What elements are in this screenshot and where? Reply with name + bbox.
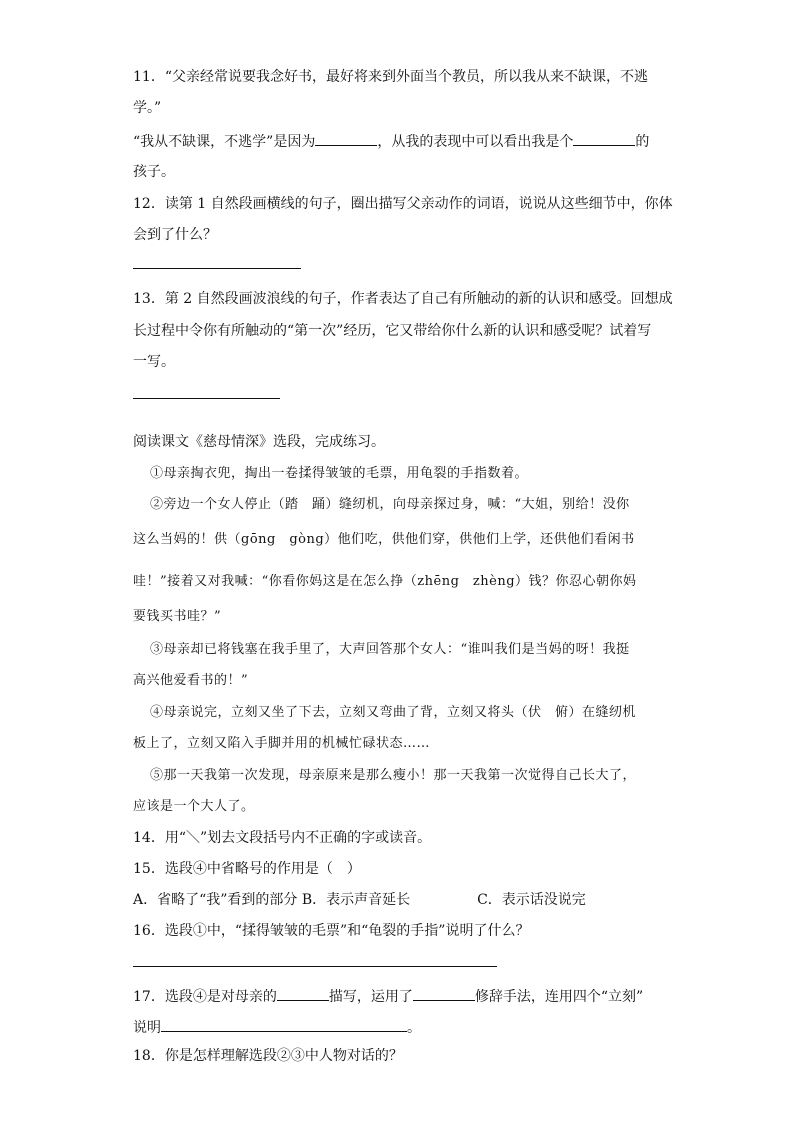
q15-stem: 15．选段④中省略号的作用是（ ） — [133, 861, 361, 877]
passage-p4-l1: ④母亲说完，立刻又坐了下去，立刻又弯曲了背，立刻又将头（伏 俯）在缝纫机 — [150, 705, 637, 720]
q17-text-1: 17．选段④是对母亲的 — [133, 989, 277, 1005]
passage-p4-l2: 板上了，立刻又陷入手脚并用的机械忙碌状态…… — [133, 736, 431, 751]
passage-p2-l1: ②旁边一个女人停止（踏 踊）缝纫机，向母亲探过身，喊：“大姐，别给！没你 — [150, 497, 630, 512]
q11-line2: 学。” — [133, 100, 162, 116]
q13-line2: 长过程中令你有所触动的“第一次”经历，它又带给你什么新的认识和感受呢？试着写 — [133, 323, 652, 339]
q11-text-b: ，从我的表现中可以看出我是个 — [377, 134, 574, 150]
passage-intro: 阅读课文《慈母情深》选段，完成练习。 — [133, 434, 385, 450]
q17-text-2: 描写，运用了 — [328, 989, 413, 1005]
q12-line2: 会到了什么？ — [133, 227, 217, 243]
q13-line3: 一写。 — [133, 354, 175, 370]
q15-options — [133, 891, 586, 909]
q11-answer-blank-1[interactable] — [315, 131, 377, 146]
q17-line1 — [133, 986, 643, 1006]
passage-p2-l2: 这么当妈的！供（gōng gòng）他们吃，供他们穿，供他们上学，还供他们看闲书 — [133, 532, 635, 547]
q11-text-c: 的 — [635, 134, 650, 150]
q11-line1: 11．“父亲经常说要我念好书，最好将来到外面当个教员，所以我从来不缺课，不逃 — [133, 69, 648, 85]
q15-option-c[interactable]: C．表示话没说完 — [477, 892, 586, 908]
q12-answer-line[interactable] — [133, 268, 301, 269]
q14-text: 14．用“＼”划去文段括号内不正确的字或读音。 — [133, 830, 432, 846]
q16-answer-line[interactable] — [133, 966, 497, 967]
q11-line3 — [133, 131, 649, 151]
q16-text: 16．选段①中，“揉得皱皱的毛票”和“龟裂的手指”说明了什么？ — [133, 923, 530, 939]
q17-text-5: 。 — [407, 1020, 421, 1036]
q13-answer-line[interactable] — [133, 398, 280, 399]
passage-p3-l2: 高兴他爱看书的！” — [133, 673, 249, 688]
passage-p5-l1: ⑤那一天我第一次发现，母亲原来是那么瘦小！那一天我第一次觉得自己长大了， — [150, 768, 637, 783]
q15-option-a[interactable]: A．省略了“我”看到的部分 — [133, 892, 298, 908]
q17-answer-blank-3[interactable] — [161, 1017, 407, 1032]
q17-answer-blank-1[interactable] — [277, 986, 329, 1001]
q15-option-b[interactable]: B．表示声音延长 — [301, 892, 411, 908]
passage-p5-l2: 应该是一个大人了。 — [133, 799, 255, 814]
q18-text: 18．你是怎样理解选段②③中人物对话的？ — [133, 1048, 403, 1064]
q17-answer-blank-2[interactable] — [413, 986, 475, 1001]
passage-p2-l4: 要钱买书哇？” — [133, 609, 222, 624]
passage-p3-l1: ③母亲却已将钱塞在我手里了，大声回答那个女人：“谁叫我们是当妈的呀！我挺 — [150, 642, 630, 657]
q11-line4: 孩子。 — [133, 164, 175, 180]
q13-line1: 13．第 2 自然段画波浪线的句子，作者表达了自己有所触动的新的认识和感受。回想成 — [133, 291, 673, 307]
q11-text-a: “我从不缺课，不逃学”是因为 — [133, 134, 316, 150]
passage-p1: ①母亲掏衣兜，掏出一卷揉得皱皱的毛票，用龟裂的手指数着。 — [150, 466, 529, 481]
q17-text-3: 修辞手法，连用四个“立刻” — [474, 989, 644, 1005]
passage-p2-l3: 哇！”接着又对我喊：“你看你妈这是在怎么挣（zhēng zhèng）钱？你忍心朝你妈 — [133, 574, 637, 589]
q17-line2 — [133, 1017, 421, 1037]
q11-answer-blank-2[interactable] — [573, 131, 635, 146]
q17-text-4: 说明 — [133, 1020, 161, 1036]
q12-line1: 12．读第 1 自然段画横线的句子，圈出描写父亲动作的词语，说说从这些细节中，你体 — [133, 196, 673, 212]
